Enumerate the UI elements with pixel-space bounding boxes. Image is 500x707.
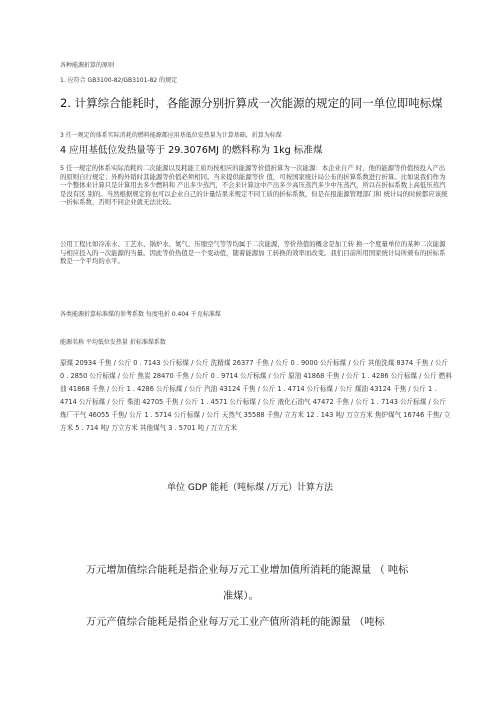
heading-2: 2. 计算综合能耗时，各能源分别折算成一次能源的规定的同一单位即吨标煤	[60, 96, 443, 110]
doc-title: 各种能源折算的原则	[60, 62, 115, 69]
definition-1-line-2: 准煤）。	[223, 591, 259, 602]
item-1: 1. 应符合 GB3100-82/GB3101-82 的规定	[60, 77, 178, 84]
paragraph-heat: 公用工程比如冷冻水、工艺水、锅炉水、氮气、压缩空气等等均属于二次能源，等价热值的概念是加工转 换一个度量单位的某种二次能源与相应投入的一次能源的当量。因此等价热值是一个变动值，随着能源加 工转换的效率而改变。我们目前所用国家统计局所颁布的折标系数是一个平均的水平。	[60, 240, 446, 265]
definition-2-line-1: 万元产值综合能耗是指企业每万元工业产值所消耗的能源量 （吨标	[86, 617, 385, 628]
definition-1-line-1: 万元增加值综合能耗是指企业每万元工业增加值所消耗的能源量 （ 吨标	[86, 565, 409, 576]
coefficients-heading: 各类能源折算标准煤的参考系数 每度电折 0.404 千克标准煤	[60, 311, 221, 318]
section-title: 单位 GDP 能耗（吨标煤 /万元）计算方法	[167, 483, 333, 493]
item-3: 3 任一规定的体系实际消耗的燃料能源都应用基低位发热量为计算基础，折算为标煤	[60, 132, 282, 139]
coefficients-list: 原煤 20934 千焦 / 公斤 0 . 7143 公斤标煤 / 公斤 洗精煤 26377 千焦 / 公斤 0 . 9000 公斤标煤 / 公斤 其他洗煤 8374 千焦 / 公斤 0 . 2850 公斤标煤 / 公斤 焦炭 28470 千焦 / 公斤 0 . 9714 公斤标煤 / 公斤 原油 41868 千焦 / 公斤 1 . 4286 公斤标煤 / 公斤 燃料油 41868 千焦 / 公斤 1 . 4286 公斤标煤 / 公斤 汽油 43124 千焦 / 公斤 1 . 4714 公斤标煤 / 公斤 煤油 43124 千焦 / 公斤 1 . 4714 公斤标煤 / 公斤 柴油 42705 千焦 / 公斤 1 . 4571 公斤标煤 / 公斤 液化石油气 47472 千焦 / 公斤 1 . 7143 公斤标煤 / 公斤 炼厂干气 46055 千焦/ 公斤 1 . 5714 公斤标煤 / 公斤 天然气 35588 千焦/ 立方米 12 . 143 吨/ 万立方米 焦炉煤气 16746 千焦/ 立方米 5 . 714 吨/ 万立方米 其他煤气 3 . 5701 吨 / 万立方米	[60, 359, 452, 432]
table-header: 能源名称 平均低位发热量 折标准煤系数	[60, 339, 166, 346]
item-5: 5 任一规定的体系实际消耗的二次能源以及耗能工质均按相应的能源等价值折算为一次能源：本企业自产 时，他的能源等价值按投入产出的原则自行规定；外购外销时其能源等价值必须相同。当来提供能源等价 值，可按国家统计局公布的折算系数进行折算。比如说我们作为一个整体来计算只是计算用去多少燃料和 产出多少蒸汽，不会来计算这中产出多少高压蒸汽多少中压蒸汽，所以在折标系数上高低压蒸汽是没有区 别的。当然根据规定你也可以企业自己的计量结果来规定不同工质的折标系数，但是在报能源管理部门和 统计局的时候都应该统一折标系数，否则不同企业就无法比较。	[60, 164, 448, 206]
heading-4: 4 应用基低位发热量等于 29.3076MJ 的燃料称为 1kg 标准煤	[60, 145, 323, 156]
